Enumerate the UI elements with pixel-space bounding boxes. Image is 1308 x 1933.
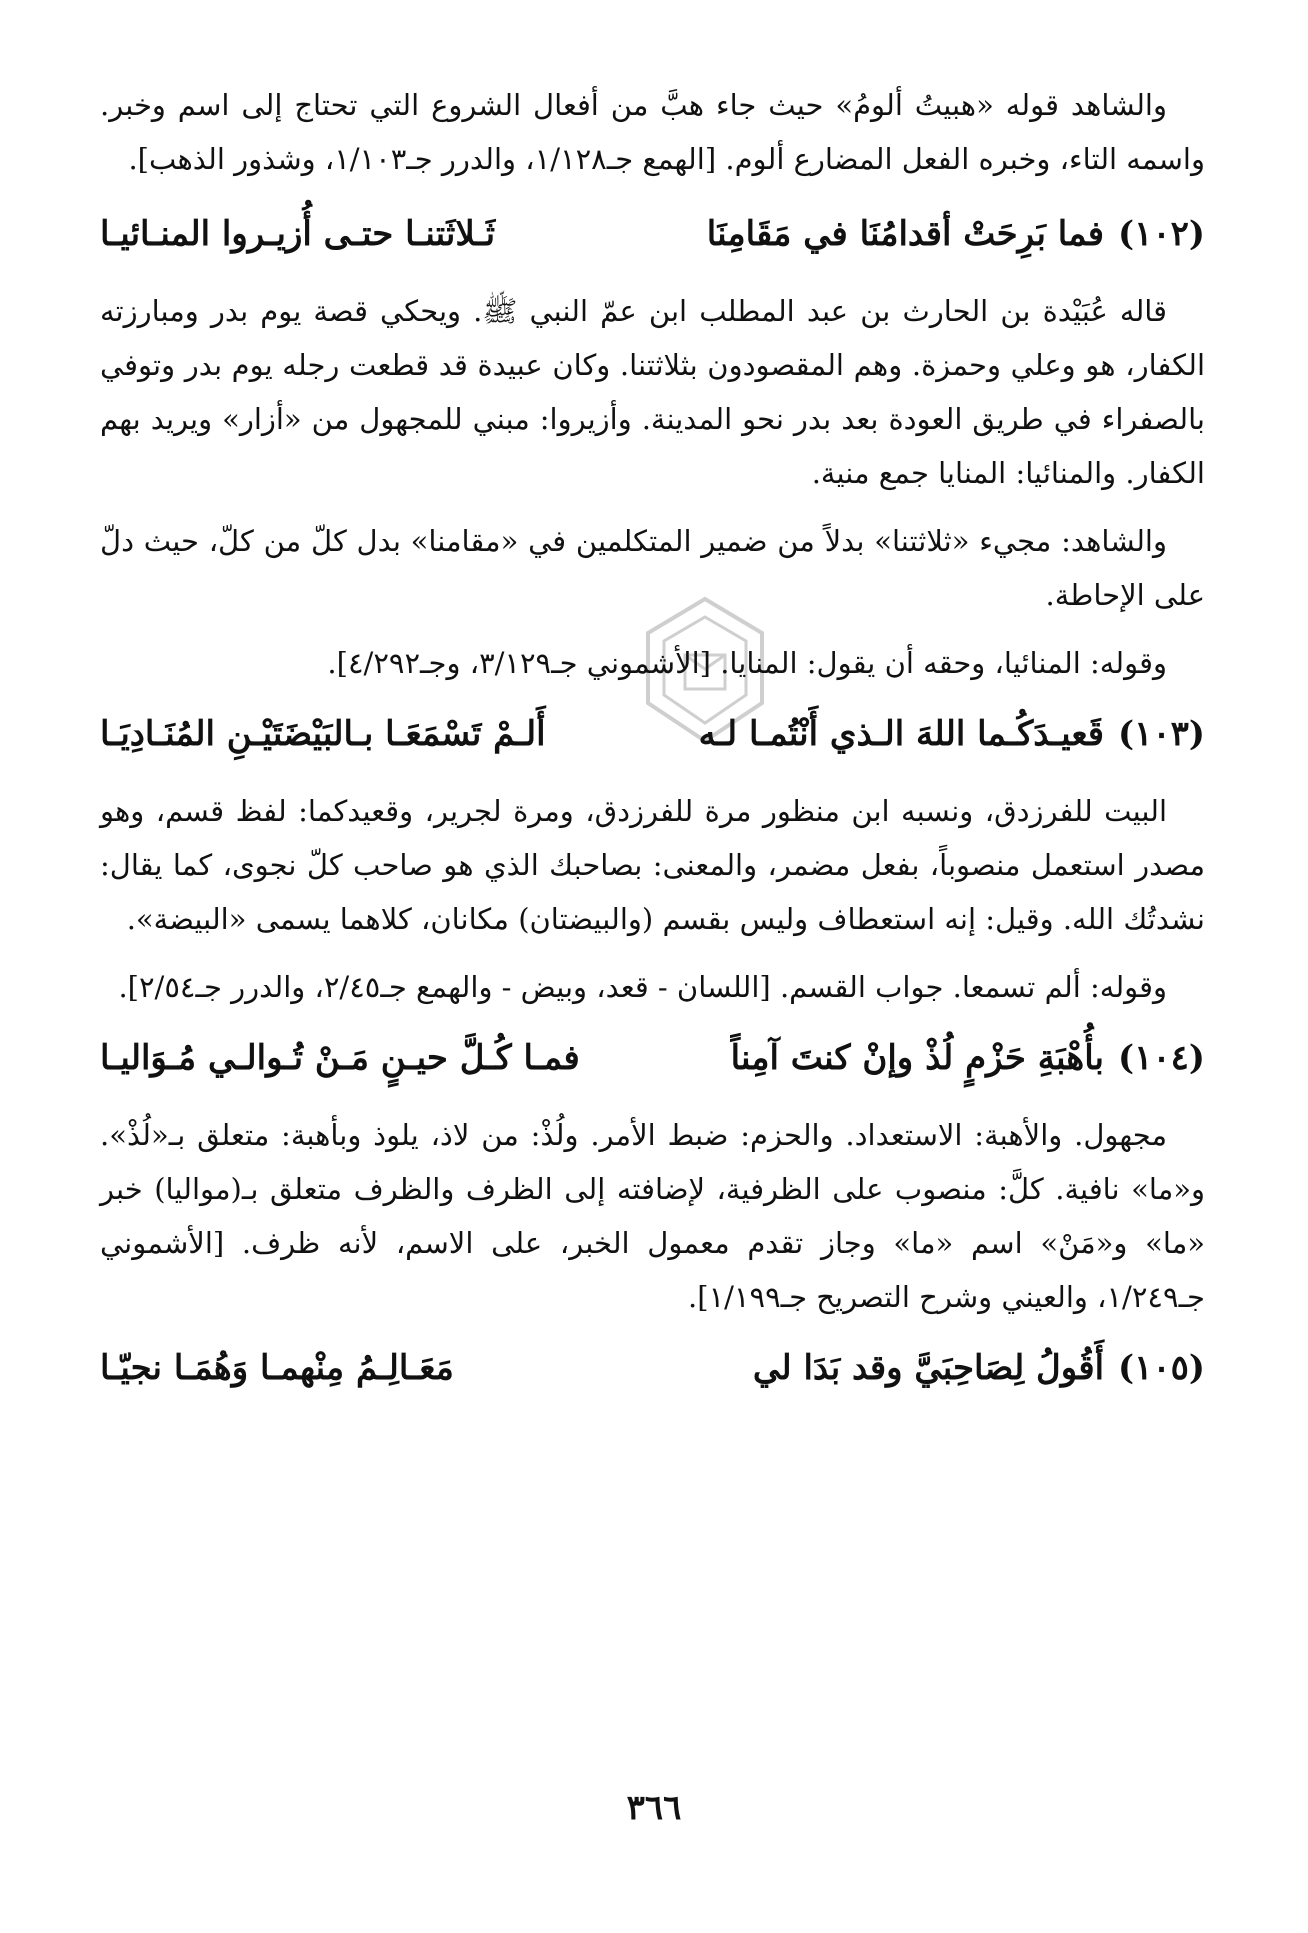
paragraph: قاله عُبَيْدة بن الحارث بن عبد المطلب ابن عمّ النبي ﷺ. ويحكي قصة يوم بدر ومبارزته الكفار، هو وعلي وحمزة. وهم المقصودون بثلاثتنا. وكان عبيدة قد قطعت رجله يوم بدر وتوفي بالصفراء في طريق العودة بعد بدر نحو المدينة. وأزيروا: مبني للمجهول من «أزار» ويريد بهم الكفار. والمنائيا: المنايا جمع منية. [100,294,1205,490]
page-number: ٣٦٦ [626,1788,682,1828]
verse-number: (١٠٣) [1118,714,1205,754]
verse-hemistich-first: أَقُولُ لِصَاحِبَيَّ وقد بَدَا لي [752,1348,1105,1388]
verse-hemistich-first: قَعيـدَكُـما اللهَ الـذي أَنْتُمـا لـه [698,714,1105,754]
verse-hemistich-second: مَعَـالِـمُ مِنْهمـا وَهُمَـا نجيّـا [100,1348,454,1388]
paragraph: مجهول. والأهبة: الاستعداد. والحزم: ضبط الأمر. ولُذْ: من لاذ، يلوذ وبأهبة: متعلق بـ«لُذْ». و«ما» نافية. كلَّ: منصوب على الظرفية، لإضافته إلى الظرف والظرف متعلق بـ(مواليا) خبر «ما» و«مَنْ» اسم «ما» وجاز تقدم معمول الخبر، على الاسم، لأنه ظرف. [الأشموني جـ١/٢٤٩، والعيني وشرح التصريح جـ١/١٩٩]. [100,1118,1205,1314]
paragraph: والشاهد قوله «هبيتُ ألومُ» حيث جاء هبَّ من أفعال الشروع التي تحتاج إلى اسم وخبر. واسمه التاء، وخبره الفعل المضارع ألوم. [الهمع جـ١/١٢٨، والدرر جـ١/١٠٣، وشذور الذهب]. [100,88,1205,176]
verse-hemistich-first: فما بَرِحَتْ أقدامُنَا في مَقَامِنَا [706,214,1105,254]
verse-number: (١٠٥) [1118,1348,1205,1388]
verse-hemistich-second: ثَـلاثَتنـا حتـى أُزيـروا المنـائيـا [99,214,496,254]
verse-104 [100,1028,1205,1088]
verse-number: (١٠٢) [1118,214,1205,254]
paragraph: وقوله: ألم تسمعا. جواب القسم. [اللسان - قعد، وبيض - والهمع جـ٢/٤٥، والدرر جـ٢/٥٤]. [118,970,1167,1004]
verse-hemistich-second: فمـا كُـلَّ حيـنٍ مَـنْ تُـوالـي مُـوَاليـا [100,1038,580,1078]
verse-103 [100,704,1205,764]
paragraph: والشاهد: مجيء «ثلاثتنا» بدلاً من ضمير المتكلمين في «مقامنا» بدل كلّ من كلّ، حيث دلّ على الإحاطة. [100,524,1205,612]
verse-number: (١٠٤) [1118,1038,1205,1078]
verse-105 [100,1338,1205,1398]
verse-hemistich-first: بأُهْبَةِ حَزْمٍ لُذْ وإنْ كنتَ آمِناً [730,1038,1105,1078]
verse-102 [100,204,1205,264]
document-page [100,78,1205,1418]
verse-hemistich-second: أَلـمْ تَسْمَعَـا بـالبَيْضَتَيْـنِ المُنَـادِيَـا [100,714,546,754]
paragraph: البيت للفرزدق، ونسبه ابن منظور مرة للفرزدق، ومرة لجرير، وقعيدكما: لفظ قسم، وهو مصدر استعمل منصوباً، بفعل مضمر، والمعنى: بصاحبك الذي هو صاحب كلّ نجوى، كما يقال: نشدتُك الله. وقيل: إنه استعطاف وليس بقسم (والبيضتان) مكانان، كلاهما يسمى «البيضة». [100,794,1205,936]
paragraph: وقوله: المنائيا، وحقه أن يقول: المنايا. [الأشموني جـ٣/١٢٩، وجـ٤/٢٩٢]. [327,646,1167,680]
